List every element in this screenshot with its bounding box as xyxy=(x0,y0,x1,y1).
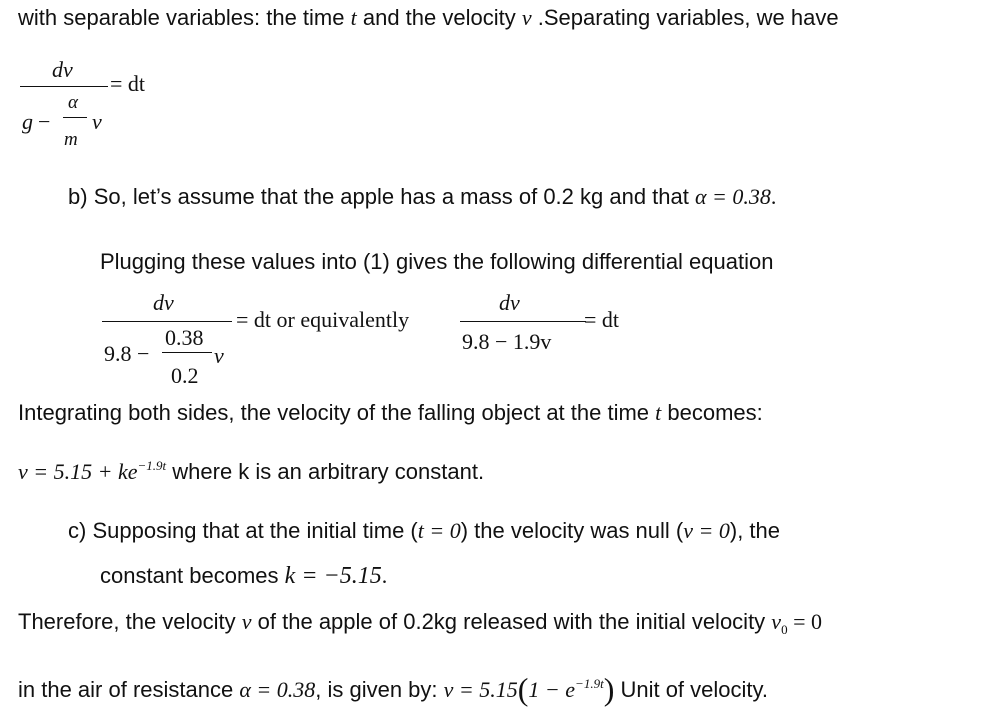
part-b-period: . xyxy=(770,184,777,209)
solution-post: where k is an arbitrary constant. xyxy=(166,459,485,484)
eq2-den-2: 9.8 − 1.9v xyxy=(462,329,552,354)
integrating-pre: Integrating both sides, the velocity of the falling object at the time xyxy=(18,400,656,425)
eq1-den-minus: − xyxy=(38,109,51,134)
eq2-inner-num: 0.38 xyxy=(165,325,204,350)
eq2-fraction-bar-2 xyxy=(460,321,586,322)
therefore-v0-sub: 0 xyxy=(781,622,788,637)
final-post: Unit of velocity. xyxy=(614,677,768,702)
eq2-fraction-bar-1 xyxy=(102,321,232,322)
integrating-post: becomes: xyxy=(661,400,763,425)
solution-equation: v = 5.15 + ke xyxy=(18,459,138,484)
plugging-line xyxy=(100,248,773,276)
part-c-post: ), the xyxy=(729,518,781,543)
eq2-inner-fraction-bar xyxy=(162,352,212,353)
part-b-line xyxy=(68,183,776,211)
part-c-t0: t = 0 xyxy=(417,518,461,543)
final-mid: , is given by: xyxy=(315,677,444,702)
final-paren-close: ) xyxy=(603,671,615,707)
eq1-alpha: α xyxy=(68,92,78,113)
final-paren-open: ( xyxy=(517,671,529,707)
therefore-v0: v xyxy=(771,609,782,634)
final-exponent: −1.9t xyxy=(575,676,604,691)
part-c-constant-text: constant becomes xyxy=(100,563,285,588)
final-pre: in the air of resistance xyxy=(18,677,240,702)
final-alpha-eq: α = 0.38 xyxy=(239,677,316,702)
therefore-pre: Therefore, the velocity xyxy=(18,609,242,634)
part-b-label: b) xyxy=(68,184,88,209)
eq2-rhs-2: = dt xyxy=(584,307,620,332)
part-b-alpha-eq: α = 0.38 xyxy=(694,184,771,209)
final-v-eq: v = 5.15 xyxy=(443,677,518,702)
var-v: v xyxy=(521,5,532,30)
part-c-pre: Supposing that at the initial time ( xyxy=(92,518,418,543)
eq1-fraction-bar xyxy=(20,86,108,87)
line1-mid: and the velocity xyxy=(356,5,522,30)
eq1-den-g: g xyxy=(22,109,33,134)
part-c-line xyxy=(68,517,780,545)
eq2-or-equivalently: = dt or equivalently xyxy=(236,307,410,332)
therefore-mid: of the apple of 0.2kg released with the initial velocity xyxy=(251,609,772,634)
eq2-den-v: v xyxy=(214,343,224,368)
part-b-text: So, let’s assume that the apple has a mass of 0.2 kg and that xyxy=(93,184,695,209)
var-t: t xyxy=(350,5,357,30)
eq1-v: v xyxy=(92,109,102,134)
solution-line xyxy=(18,458,484,489)
final-line xyxy=(18,672,768,707)
line1-post: .Separating variables, we have xyxy=(531,5,839,30)
integrating-line xyxy=(18,399,763,427)
integrating-t: t xyxy=(655,400,662,425)
line1-pre: with separable variables: the time xyxy=(18,5,351,30)
final-inner: 1 − e xyxy=(528,677,576,702)
eq1-inner-fraction-bar xyxy=(63,117,87,118)
part-c-label: c) xyxy=(68,518,87,543)
plugging-text: Plugging these values into (1) gives the following differential equation xyxy=(100,249,774,274)
part-c-period: . xyxy=(381,563,388,588)
therefore-line xyxy=(18,608,822,639)
part-c-v0: v = 0 xyxy=(683,518,730,543)
eq1-rhs: = dt xyxy=(110,71,146,96)
eq2-numerator-1: dv xyxy=(153,290,174,315)
part-c-line-2 xyxy=(100,562,387,590)
text-line-separable xyxy=(18,4,839,32)
eq1-numerator: dv xyxy=(52,57,73,82)
part-c-k-value: k = −5.15 xyxy=(284,563,382,589)
eq2-inner-den: 0.2 xyxy=(171,363,199,388)
eq1-m: m xyxy=(64,129,78,150)
solution-exponent: −1.9t xyxy=(137,458,167,473)
eq2-numerator-2: dv xyxy=(499,290,520,315)
part-c-mid: ) the velocity was null ( xyxy=(460,518,684,543)
therefore-v0-rhs: = 0 xyxy=(787,609,822,634)
eq2-den-a: 9.8 − xyxy=(104,341,150,366)
therefore-v: v xyxy=(241,609,252,634)
